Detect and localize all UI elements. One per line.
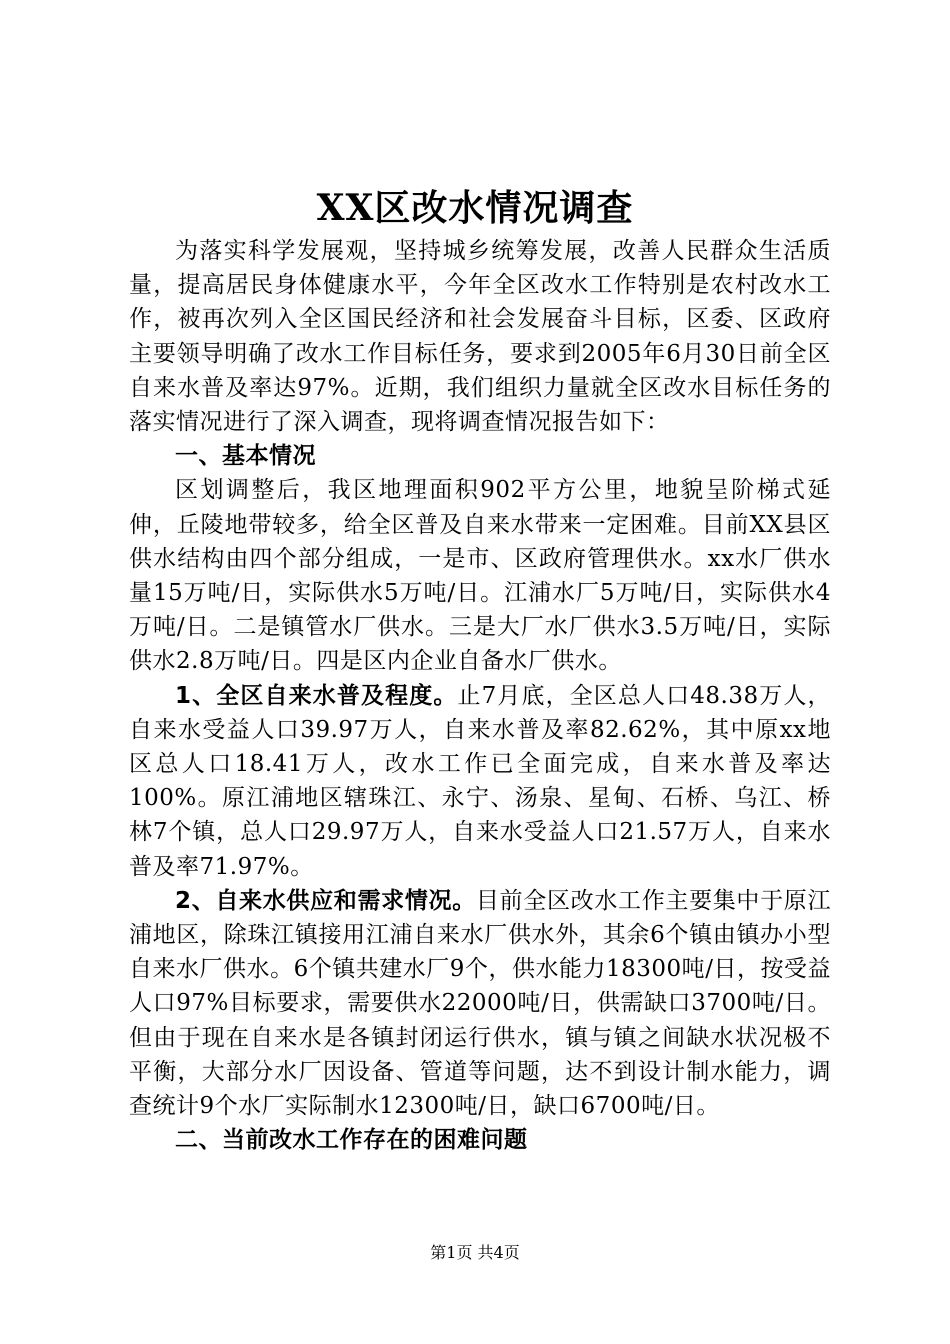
basic-situation-paragraph: 区划调整后，我区地理面积902平方公里，地貌呈阶梯式延伸，丘陵地带较多，给全区普及自来水带来一定困难。目前XX县区供水结构由四个部分组成，一是市、区政府管理供水。xx水厂供水量15万吨/日，实际供水5万吨/日。江浦水厂5万吨/日，实际供水4万吨/日。二是镇管水厂供水。三是大厂水厂供水3.5万吨/日，实际供水2.8万吨/日。四是区内企业自备水厂供水。 [129,477,831,675]
item-supply-text: 目前全区改水工作主要集中于原江浦地区，除珠江镇接用江浦自来水厂供水外，其余6个镇由镇办小型自来水厂供水。6个镇共建水厂9个，供水能力18300吨/日，按受益人口97%目标要求，需要供水22000吨/日，供需缺口3700吨/日。但由于现在自来水是各镇封闭运行供水，镇与镇之间缺水状况极不平衡，大部分水厂因设备、管道等问题，达不到设计制水能力，调查统计9个水厂实际制水12300吨/日，缺口6700吨/日。 [129,887,831,1120]
document-body [129,234,831,1157]
section-heading-problems: 二、当前改水工作存在的困难问题 [175,1127,528,1154]
section-heading-basic: 一、基本情况 [175,443,316,470]
item-coverage-text: 止7月底，全区总人口48.38万人，自来水受益人口39.97万人，自来水普及率82.62%，其中原xx地区总人口18.41万人，改水工作已全面完成，自来水普及率达100%。原江浦地区辖珠江、永宁、汤泉、星甸、石桥、乌江、桥林7个镇，总人口29.97万人，自来水受益人口21.57万人，自来水普及率71.97%。 [129,682,831,880]
page-number-footer: 第1页 共4页 [430,1243,520,1262]
intro-paragraph: 为落实科学发展观，坚持城乡统筹发展，改善人民群众生活质量，提高居民身体健康水平，今年全区改水工作特别是农村改水工作，被再次列入全区国民经济和社会发展奋斗目标，区委、区政府主要领导明确了改水工作目标任务，要求到2005年6月30日前全区自来水普及率达97%。近期，我们组织力量就全区改水目标任务的落实情况进行了深入调查，现将调查情况报告如下： [129,238,831,436]
item-supply-lead: 2、自来水供应和需求情况。 [175,887,476,914]
item-coverage-paragraph [129,679,831,884]
document-title: XX区改水情况调查 [316,187,634,229]
item-coverage-lead: 1、全区自来水普及程度。 [175,682,458,709]
item-supply-paragraph [129,884,831,1123]
